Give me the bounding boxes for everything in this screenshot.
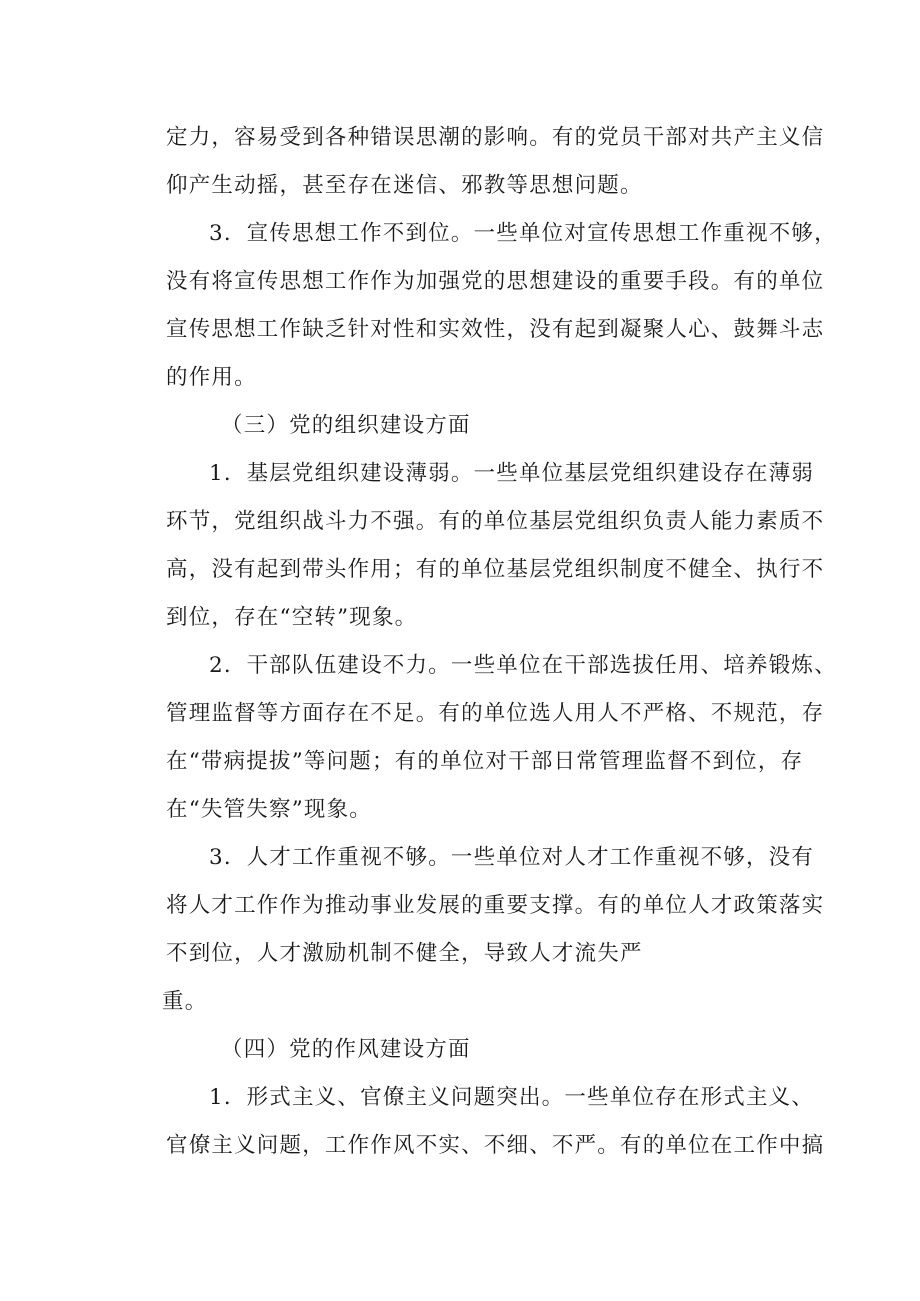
text-line: 仰产生动摇，甚至存在迷信、邪教等思想问题。 <box>166 173 643 198</box>
section-heading-work-style <box>166 1026 786 1074</box>
heading-text: （四）党的作风建设方面 <box>221 1037 471 1062</box>
paragraph-grassroots-organization <box>166 450 825 642</box>
text-line: 1．基层党组织建设薄弱。一些单位基层党组织建设存在薄弱 <box>209 461 815 486</box>
text-line: 没有将宣传思想工作作为加强党的思想建设的重要手段。有的单位 <box>166 269 825 294</box>
text-line: 宣传思想工作缺乏针对性和实效性，没有起到凝聚人心、鼓舞斗志 <box>166 317 825 342</box>
document-body <box>162 114 837 1170</box>
text-line: 重。 <box>162 989 208 1014</box>
heading-text: （三）党的组织建设方面 <box>221 413 471 438</box>
text-line: 将人才工作作为推动事业发展的重要支撑。有的单位人才政策落实 <box>166 893 825 918</box>
paragraph-cadre-team <box>166 642 837 834</box>
section-heading-organization <box>166 402 786 450</box>
text-line: 在“失管失察”现象。 <box>166 797 372 822</box>
text-line: 官僚主义问题，工作作风不实、不细、不严。有的单位在工作中搞 <box>166 1133 825 1158</box>
text-line: 3．人才工作重视不够。一些单位对人才工作重视不够，没有 <box>209 845 815 870</box>
text-line: 高，没有起到带头作用；有的单位基层党组织制度不健全、执行不 <box>166 557 825 582</box>
text-line: 1．形式主义、官僚主义问题突出。一些单位存在形式主义、 <box>209 1085 815 1110</box>
text-line: 定力，容易受到各种错误思潮的影响。有的党员干部对共产主义信 <box>166 125 825 150</box>
text-line: 3．宣传思想工作不到位。一些单位对宣传思想工作重视不够， <box>209 221 837 246</box>
text-line: 环节，党组织战斗力不强。有的单位基层党组织负责人能力素质不 <box>166 509 825 534</box>
text-line: 不到位，人才激励机制不健全，导致人才流失严 <box>166 941 643 966</box>
text-line: 2．干部队伍建设不力。一些单位在干部选拔任用、培养锻炼、 <box>209 653 837 678</box>
paragraph-propaganda-work <box>166 210 837 402</box>
text-line: 到位，存在“空转”现象。 <box>166 605 418 630</box>
text-line: 在“带病提拔”等问题；有的单位对干部日常管理监督不到位，存 <box>166 749 804 774</box>
paragraph-talent-work <box>162 834 825 1026</box>
paragraph-formalism-bureaucracy <box>166 1074 825 1170</box>
text-line: 的作用。 <box>166 365 257 390</box>
text-line: 管理监督等方面存在不足。有的单位选人用人不严格、不规范，存 <box>166 701 825 726</box>
paragraph-continuation <box>166 114 825 210</box>
